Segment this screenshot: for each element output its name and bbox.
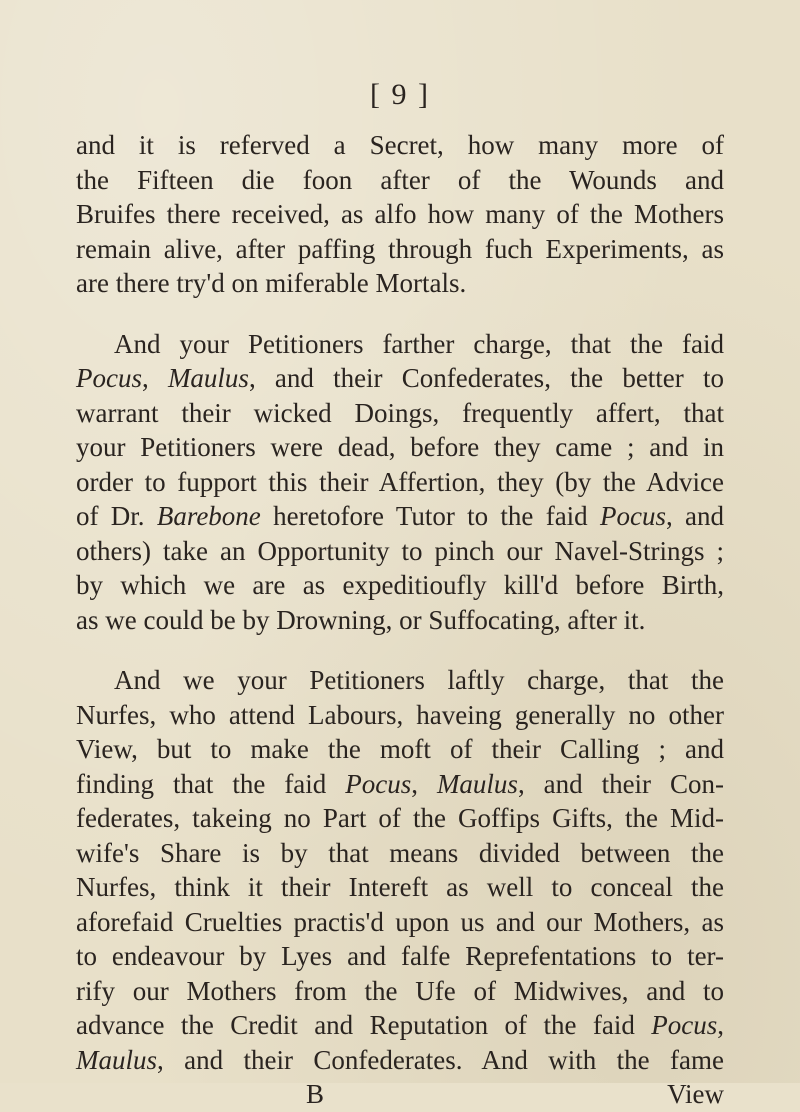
text-line: your Petitioners were dead, before they came ; and in	[76, 432, 724, 462]
text-line: of Dr. Barebone heretofore Tutor to the faid Pocus, and	[76, 501, 724, 531]
paragraph-gap	[76, 637, 724, 663]
text-line: Nurfes, think it their Intereft as well to conceal the	[76, 872, 724, 902]
text-line: federates, takeing no Part of the Goffips Gifts, the Mid-	[76, 803, 724, 833]
catchword: View	[667, 1079, 724, 1109]
page-number: [ 9 ]	[370, 78, 430, 111]
text-line: And we your Petitioners laftly charge, that the	[114, 665, 724, 695]
paragraph-gap	[76, 301, 724, 327]
body-text	[76, 128, 724, 1112]
signature-mark: B	[306, 1079, 325, 1109]
text-line: Maulus, and their Confederates. And with the fame	[76, 1044, 724, 1075]
text-line: aforefaid Cruelties practis'd upon us and our Mothers, as	[76, 906, 724, 937]
text-line: advance the Credit and Reputation of the faid Pocus,	[76, 1010, 724, 1040]
text-line: And your Petitioners farther charge, that the faid	[114, 328, 724, 359]
text-line: by which we are as expeditioufly kill'd before Birth,	[76, 570, 724, 600]
text-line: the Fifteen die foon after of the Wounds and	[76, 164, 724, 195]
text-line: Bruifes there received, as alfo how many of the Mothers	[76, 199, 724, 229]
text-line: others) take an Opportunity to pinch our Navel-Strings ;	[76, 535, 724, 566]
text-line: View, but to make the moft of their Calling ; and	[76, 734, 724, 764]
footer-line	[76, 1077, 724, 1112]
text-line: rify our Mothers from the Ufe of Midwives, and to	[76, 975, 724, 1006]
text-line: finding that the faid Pocus, Maulus, and their Con-	[76, 768, 724, 799]
text-line: wife's Share is by that means divided between the	[76, 837, 724, 868]
text-line: Pocus, Maulus, and their Confederates, the better to	[76, 363, 724, 393]
text-line: warrant their wicked Doings, frequently affert, that	[76, 397, 724, 428]
text-line: Nurfes, who attend Labours, haveing generally no other	[76, 699, 724, 730]
text-line: as we could be by Drowning, or Suffocating, after it.	[76, 604, 646, 635]
text-line: remain alive, after paffing through fuch Experiments, as	[76, 233, 724, 264]
text-line: and it is referved a Secret, how many more of	[76, 130, 724, 160]
text-line: order to fupport this their Affertion, they (by the Advice	[76, 466, 724, 497]
text-line: to endeavour by Lyes and falfe Reprefentations to ter-	[76, 941, 724, 971]
text-line: are there try'd on miferable Mortals.	[76, 268, 467, 298]
